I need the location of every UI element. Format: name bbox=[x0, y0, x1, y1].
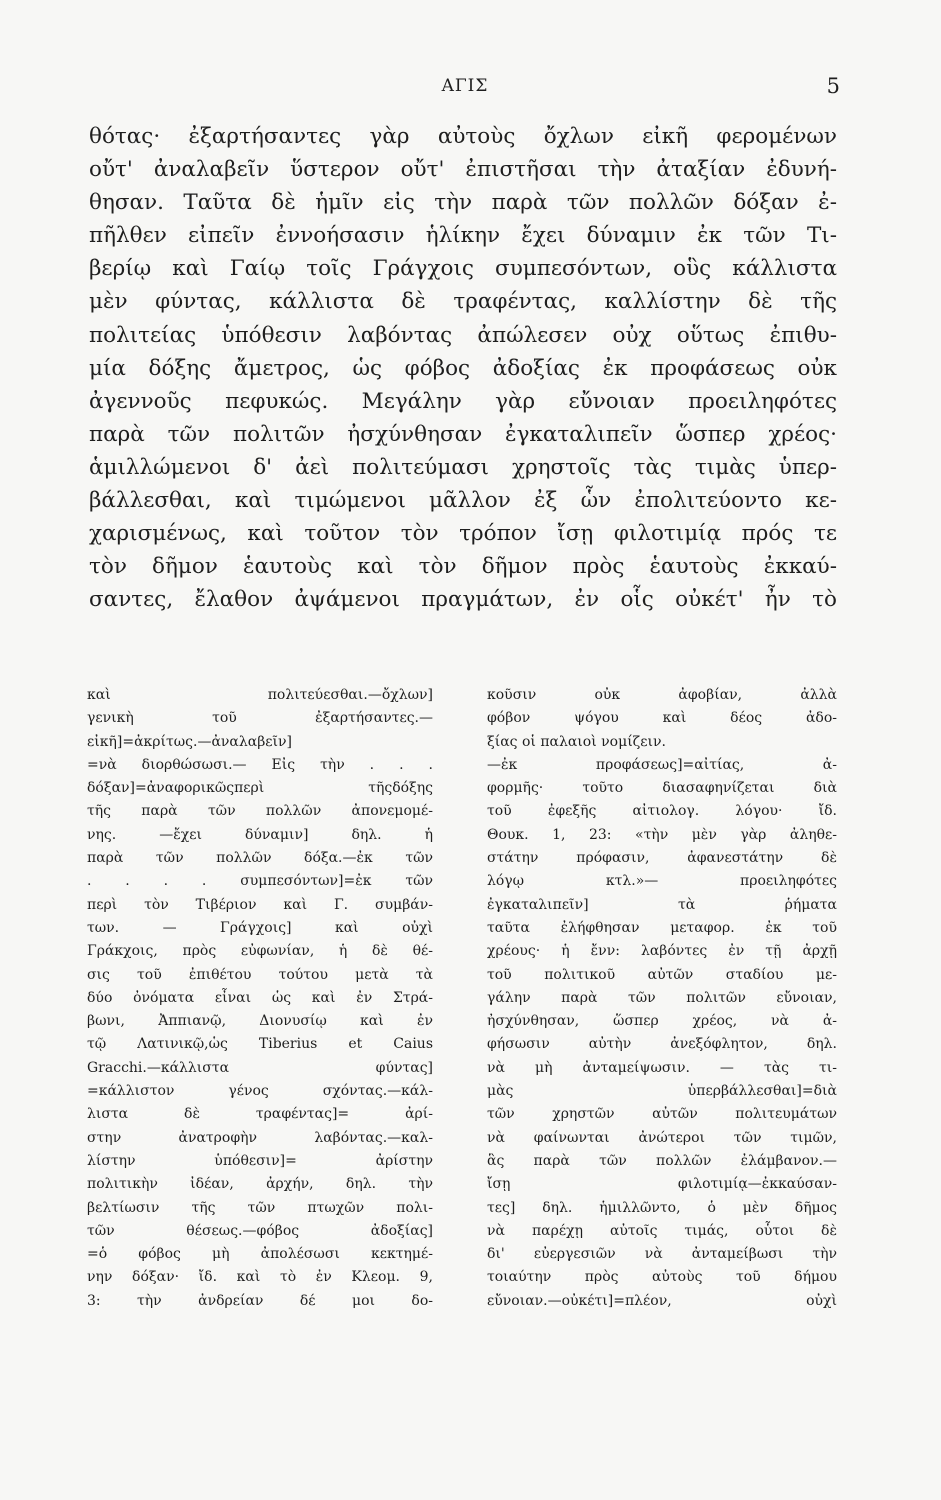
note-line: Θουκ. 1, 23: «τὴν μὲν γὰρ ἀληθε- bbox=[487, 826, 837, 843]
note-line: δύο ὀνόματα εἶναι ὡς καὶ ἐν Στρά- bbox=[87, 989, 433, 1006]
main-text-line: σαντες, ἔλαθον ἀψάμενοι πραγμάτων, ἐν οἷς οὐκέτ' ἦν τὸ bbox=[89, 587, 837, 613]
note-line: νης. —ἔχει δύναμιν] δηλ. ἡ bbox=[87, 826, 433, 843]
note-line: ἃς παρὰ τῶν πολλῶν ἐλάμβανον.— bbox=[487, 1152, 837, 1169]
main-text-line: πολιτείας ὑπόθεσιν λαβόντας ἀπώλεσεν οὐχ οὕτως ἐπιθυ- bbox=[89, 322, 837, 348]
note-line: στην ἀνατροφὴν λαβόντας.—καλ- bbox=[87, 1129, 433, 1146]
note-line: χρέους· ἡ ἔνν: λαβόντες ἐν τῇ ἀρχῇ bbox=[487, 943, 837, 960]
note-line: λίστην ὑπόθεσιν]= ἀρίστην bbox=[87, 1152, 433, 1169]
note-line: φήσωσιν αὐτὴν ἀνεξόφλητον, δηλ. bbox=[487, 1036, 837, 1053]
note-line: ἠσχύνθησαν, ὥσπερ χρέος, νὰ ἀ- bbox=[487, 1013, 837, 1030]
note-line: Γράκχοις, πρὸς εὐφωνίαν, ἡ δὲ θέ- bbox=[87, 943, 433, 960]
main-text-line: θότας· ἐξαρτήσαντες γὰρ αὐτοὺς ὄχλων εἰκῆ φερομένων bbox=[89, 124, 837, 149]
footnotes-left-column bbox=[87, 684, 433, 1313]
note-line: τοιαύτην πρὸς αὐτοὺς τοῦ δήμου bbox=[487, 1269, 837, 1286]
note-line: εὔνοιαν.—οὐκέτι]=πλέον, οὐχὶ bbox=[487, 1292, 837, 1309]
note-line: μὰς ὑπερβάλλεσθαι]=διὰ bbox=[487, 1083, 837, 1100]
note-line: τῷ Λατινικῷ,ὡς Tiberius et Caius bbox=[87, 1036, 433, 1053]
note-line: λόγῳ κτλ.»— προειληφότες bbox=[487, 873, 837, 890]
note-line: κοῦσιν οὐκ ἀφοβίαν, ἀλλὰ bbox=[487, 687, 837, 703]
main-text-line: μὲν φύντας, κάλλιστα δὲ τραφέντας, καλλίστην δὲ τῆς bbox=[89, 289, 837, 315]
running-head bbox=[90, 76, 840, 100]
note-line: παρὰ τῶν πολλῶν δόξα.—ἐκ τῶν bbox=[87, 850, 433, 867]
note-line: φορμῆς· τοῦτο διασαφηνίζεται διὰ bbox=[487, 780, 837, 797]
footnotes bbox=[87, 684, 839, 1464]
note-line: τες] δηλ. ἡμιλλῶντο, ὁ μὲν δῆμος bbox=[487, 1199, 837, 1216]
note-line: νὰ φαίνωνται ἀνώτεροι τῶν τιμῶν, bbox=[487, 1129, 837, 1146]
main-text-line: ἁμιλλώμενοι δ' ἀεὶ πολιτεύμασι χρηστοῖς τὰς τιμὰς ὑπερ- bbox=[89, 454, 837, 480]
note-line: στάτην πρόφασιν, ἀφανεστάτην δὲ bbox=[487, 850, 837, 867]
main-text-line: πῆλθεν εἰπεῖν ἐννοήσασιν ἡλίκην ἔχει δύναμιν ἐκ τῶν Τι- bbox=[89, 223, 837, 249]
page-number: 5 bbox=[826, 74, 840, 98]
main-text-line: παρὰ τῶν πολιτῶν ἠσχύνθησαν ἐγκαταλιπεῖν ὥσπερ χρέος· bbox=[89, 421, 837, 447]
note-line: =νὰ διορθώσωσι.— Εἰς τὴν . . . bbox=[87, 756, 433, 773]
note-line: τοῦ ἐφεξῆς αἰτιολογ. λόγου· ἴδ. bbox=[487, 803, 837, 820]
note-line: σις τοῦ ἐπιθέτου τούτου μετὰ τὰ bbox=[87, 966, 433, 983]
main-text-line: θησαν. Ταῦτα δὲ ἡμῖν εἰς τὴν παρὰ τῶν πολλῶν δόξαν ἐ- bbox=[89, 190, 837, 216]
main-text-line: τὸν δῆμον ἑαυτοὺς καὶ τὸν δῆμον πρὸς ἑαυτοὺς ἐκκαύ- bbox=[89, 554, 837, 580]
note-line: =ὁ φόβος μὴ ἀπολέσωσι κεκτημέ- bbox=[87, 1246, 433, 1263]
note-line: 3: τὴν ἀνδρείαν δέ μοι δο- bbox=[87, 1292, 433, 1309]
note-line: λιστα δὲ τραφέντας]= ἀρί- bbox=[87, 1106, 433, 1123]
note-line: τοῦ πολιτικοῦ αὐτῶν σταδίου με- bbox=[487, 966, 837, 983]
note-line: φόβον ψόγου καὶ δέος ἀδο- bbox=[487, 710, 837, 727]
main-text-line: ἀγεννοῦς πεφυκώς. Μεγάλην γὰρ εὔνοιαν προειληφότες bbox=[89, 388, 837, 414]
note-line: =κάλλιστον γένος σχόντας.—κάλ- bbox=[87, 1083, 433, 1100]
note-line: των. — Γράγχοις] καὶ οὐχὶ bbox=[87, 919, 433, 936]
main-text-line: βάλλεσθαι, καὶ τιμώμενοι μᾶλλον ἐξ ὧν ἐπολιτεύοντο κε- bbox=[89, 488, 837, 514]
note-line: ἐγκαταλιπεῖν] τὰ ῥήματα bbox=[487, 896, 837, 913]
note-line: εἰκῆ]=ἀκρίτως.—ἀναλαβεῖν] bbox=[87, 733, 293, 750]
note-line: Gracchi.—κάλλιστα φύντας] bbox=[87, 1059, 433, 1076]
note-line: τῆς παρὰ τῶν πολλῶν ἀπονεμομέ- bbox=[87, 803, 433, 820]
main-text-line: μία δόξης ἄμετρος, ὡς φόβος ἀδοξίας ἐκ προφάσεως οὐκ bbox=[89, 355, 837, 381]
note-line: γάλην παρὰ τῶν πολιτῶν εὔνοιαν, bbox=[487, 989, 837, 1006]
note-line: νὰ παρέχῃ αὐτοῖς τιμάς, οὗτοι δὲ bbox=[487, 1222, 837, 1239]
running-title: ΑΓΙΣ bbox=[441, 76, 489, 96]
note-line: δόξαν]=ἀναφορικῶςπερὶ τῆςδόξης bbox=[87, 780, 433, 797]
note-line: νὰ μὴ ἀνταμείψωσιν. — τὰς τι- bbox=[487, 1059, 837, 1076]
note-line: τῶν θέσεως.—φόβος ἀδοξίας] bbox=[87, 1222, 433, 1239]
note-line: δι' εὐεργεσιῶν νὰ ἀνταμείβωσι τὴν bbox=[487, 1246, 837, 1263]
note-line: γενικὴ τοῦ ἐξαρτήσαντες.— bbox=[87, 710, 433, 727]
note-line: τῶν χρηστῶν αὐτῶν πολιτευμάτων bbox=[487, 1106, 837, 1123]
note-line: ἴσῃ φιλοτιμίᾳ—ἐκκαύσαν- bbox=[487, 1176, 837, 1193]
note-line: πολιτικὴν ἰδέαν, ἀρχήν, δηλ. τὴν bbox=[87, 1176, 433, 1193]
note-line: . . . . συμπεσόντων]=ἐκ τῶν bbox=[87, 873, 433, 890]
note-line: βελτίωσιν τῆς τῶν πτωχῶν πολι- bbox=[87, 1199, 433, 1216]
main-text-line: χαρισμένως, καὶ τοῦτον τὸν τρόπον ἴσῃ φιλοτιμίᾳ πρός τε bbox=[89, 521, 837, 547]
main-text-line: οὔτ' ἀναλαβεῖν ὕστερον οὔτ' ἐπιστῆσαι τὴν ἀταξίαν ἐδυνή- bbox=[89, 157, 837, 183]
note-line: καὶ πολιτεύεσθαι.—ὄχλων] bbox=[87, 687, 433, 703]
note-line: βωνι, Ἀππιανῷ, Διονυσίῳ καὶ ἐν bbox=[87, 1013, 433, 1030]
note-line: ξίας οἱ παλαιοὶ νομίζειν. bbox=[487, 733, 666, 750]
main-text-line: βερίῳ καὶ Γαίῳ τοῖς Γράγχοις συμπεσόντων, οὓς κάλλιστα bbox=[89, 256, 837, 282]
note-line: ταῦτα ἐλήφθησαν μεταφορ. ἐκ τοῦ bbox=[487, 919, 837, 936]
note-line: νην δόξαν· ἴδ. καὶ τὸ ἐν Κλεομ. 9, bbox=[87, 1269, 433, 1286]
main-text bbox=[89, 120, 837, 616]
note-line: περὶ τὸν Τιβέριον καὶ Γ. συμβάν- bbox=[87, 896, 433, 913]
note-line: —ἐκ προφάσεως]=αἰτίας, ἀ- bbox=[487, 756, 837, 773]
footnotes-right-column bbox=[487, 684, 837, 1313]
